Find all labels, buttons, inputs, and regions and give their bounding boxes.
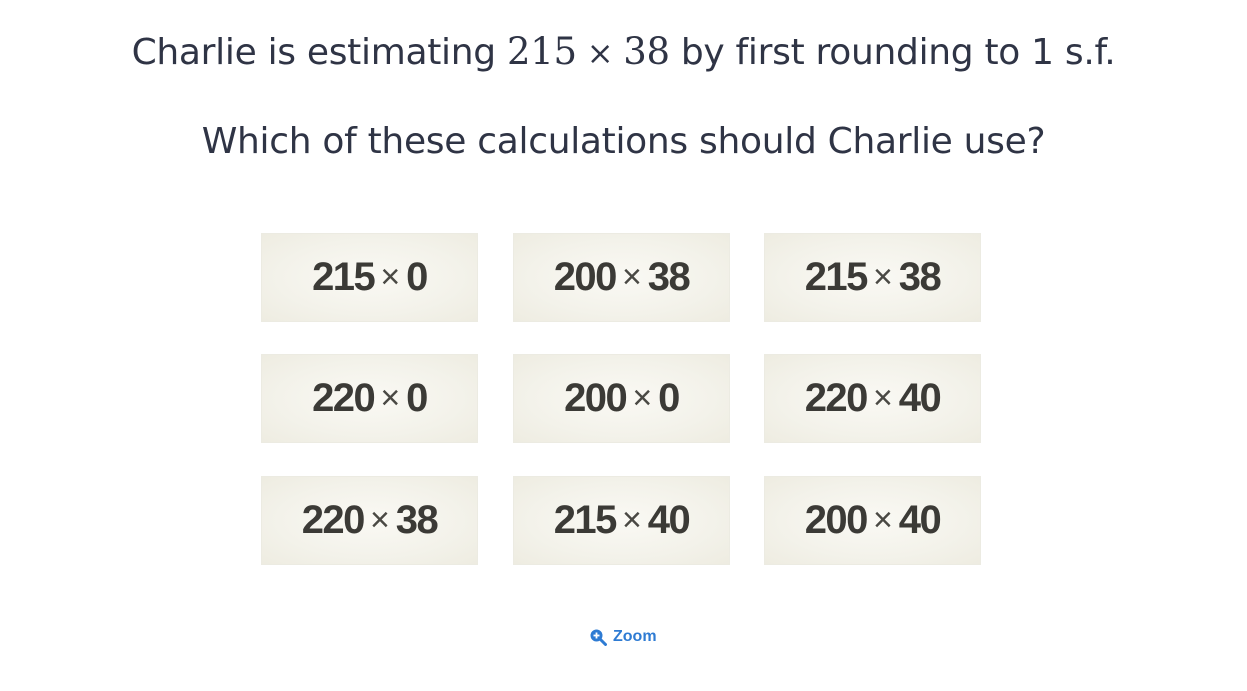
times-symbol: × bbox=[872, 501, 893, 539]
zoom-label: Zoom bbox=[613, 628, 657, 645]
times-symbol: × bbox=[621, 501, 642, 539]
option-right: 40 bbox=[647, 498, 690, 542]
option-right: 0 bbox=[406, 376, 427, 420]
math-operator: × bbox=[586, 34, 614, 72]
zoom-in-icon bbox=[589, 628, 607, 646]
answer-option-card[interactable] bbox=[513, 354, 730, 443]
question-line-1 bbox=[0, 30, 1247, 75]
question-suffix: by first rounding to 1 s.f. bbox=[680, 32, 1116, 73]
math-operand-a: 215 bbox=[506, 30, 577, 73]
question-prefix: Charlie is estimating bbox=[131, 32, 496, 73]
option-left: 220 bbox=[301, 498, 364, 542]
math-operand-b: 38 bbox=[623, 30, 670, 73]
answer-option-card[interactable] bbox=[261, 354, 478, 443]
answer-option-card[interactable] bbox=[764, 354, 981, 443]
times-symbol: × bbox=[872, 258, 893, 296]
times-symbol: × bbox=[380, 258, 401, 296]
option-right: 0 bbox=[658, 376, 679, 420]
option-left: 200 bbox=[553, 255, 616, 299]
option-right: 0 bbox=[406, 255, 427, 299]
option-right: 38 bbox=[395, 498, 438, 542]
times-symbol: × bbox=[621, 258, 642, 296]
option-left: 215 bbox=[553, 498, 616, 542]
option-left: 200 bbox=[564, 376, 627, 420]
times-symbol: × bbox=[632, 379, 653, 417]
times-symbol: × bbox=[369, 501, 390, 539]
option-right: 40 bbox=[898, 376, 941, 420]
answer-option-card[interactable] bbox=[513, 476, 730, 565]
question-line-2: Which of these calculations should Charlie use? bbox=[201, 121, 1046, 162]
answer-options-grid bbox=[261, 233, 981, 565]
option-left: 200 bbox=[804, 498, 867, 542]
answer-option-card[interactable] bbox=[261, 233, 478, 322]
times-symbol: × bbox=[872, 379, 893, 417]
times-symbol: × bbox=[380, 379, 401, 417]
option-right: 38 bbox=[898, 255, 941, 299]
answer-option-card[interactable] bbox=[261, 476, 478, 565]
answer-option-card[interactable] bbox=[513, 233, 730, 322]
zoom-button[interactable] bbox=[589, 626, 657, 648]
option-right: 40 bbox=[898, 498, 941, 542]
option-left: 220 bbox=[312, 376, 375, 420]
option-left: 215 bbox=[804, 255, 867, 299]
answer-option-card[interactable] bbox=[764, 476, 981, 565]
option-left: 215 bbox=[312, 255, 375, 299]
answer-option-card[interactable] bbox=[764, 233, 981, 322]
option-right: 38 bbox=[647, 255, 690, 299]
option-left: 220 bbox=[804, 376, 867, 420]
